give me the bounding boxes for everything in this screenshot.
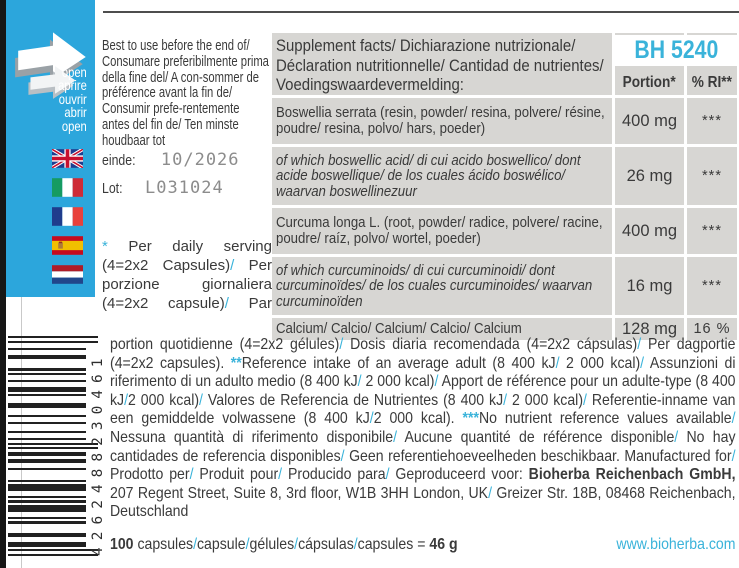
table-row-ri	[687, 257, 737, 315]
serving-note-text: Per daily serving (4=2x2 Capsules)/ Per porzione giornaliera (4=2x2 capsule)/ Par	[102, 238, 273, 312]
table-row-name	[272, 208, 612, 254]
nutrient-name: Curcuma longa L. (root, powder/ radice, polvere/ racine, poudre/ raíz, polvo/ wortel, poeder)	[276, 214, 603, 247]
flag-france-icon	[52, 207, 83, 226]
footnote-marker: *	[102, 238, 108, 255]
table-row-portion	[615, 147, 684, 205]
portion-value: 400 mg	[621, 111, 678, 130]
lot-row	[102, 178, 224, 198]
footnote-text: Reference intake of an average adult (8 400 kJ/ 2 000 kcal)/ Assunzioni di riferimento di un adulto medio (8 400 kJ/ 2 000 kcal)/ Apport de référence pour un adulte-type (8 400 kJ/2 000 kcal)/ Valores de Referencia de Nutrientes (8 400 kJ/ 2 000 kcal)/ Referentie-inname van een gemiddelde volwassene (8 400 kJ/2 000 kcal).	[110, 354, 736, 428]
nutrient-name: Boswellia serrata (resin, powder/ resina, polvere/ résine, poudre/ resina, polvo/ hars, poeder)	[276, 104, 605, 137]
table-row-name	[272, 98, 612, 144]
table-title: Supplement facts/ Dichiarazione nutrizionale/ Déclaration nutritionnelle/ Cantidad de nutrientes/ Voedingswaardevermelding:	[276, 36, 604, 94]
table-row-portion	[615, 208, 684, 254]
ri-value: ***	[702, 223, 722, 239]
best-before-text: Best to use before the end of/ Consumare preferibilmente prima della fine del/ A con-sommer de préférence avant la fin de/ Consumir prefe-rentemente antes del fin de/ Ten minste houdbaar tot	[102, 37, 269, 149]
ri-value: ***	[702, 278, 722, 294]
contents-text	[110, 536, 458, 554]
contents-line	[110, 536, 736, 554]
nutrient-name: of which boswellic acid/ di cui acido boswellico/ dont acide boswellique/ de los cuales ácido boswélico/ waarvan boswellinezuur	[276, 151, 581, 200]
product-code-box	[615, 35, 737, 66]
flag-netherlands-icon	[52, 265, 83, 284]
portion-value: 400 mg	[621, 221, 678, 240]
portion-value: 26 mg	[626, 166, 673, 185]
language-flags	[52, 149, 83, 294]
lot-number-stamp: L031024	[145, 178, 224, 198]
top-edge-line	[103, 11, 739, 13]
barcode-number	[88, 336, 108, 556]
supplement-facts-table	[272, 33, 737, 340]
expiry-date-stamp: 10/2026	[160, 150, 240, 170]
footnote-marker: **	[230, 354, 242, 372]
manufacturer-name: Bioherba Reichenbach GmbH,	[528, 466, 736, 484]
serving-note	[102, 237, 272, 313]
open-flap	[6, 0, 95, 297]
ri-column-header: % RI**	[691, 74, 733, 91]
table-row-name	[272, 257, 612, 315]
table-row-portion	[615, 98, 684, 144]
table-title-cell	[272, 33, 612, 95]
open-words	[58, 66, 87, 133]
open-word: aprire	[58, 77, 87, 94]
table-row-portion	[615, 257, 684, 315]
table-row-ri	[687, 98, 737, 144]
table-row-name	[272, 147, 612, 205]
ri-value: ***	[702, 168, 722, 184]
footnotes-paragraph	[110, 336, 736, 522]
footnote-marker: ***	[462, 410, 479, 428]
product-code: BH 5240	[634, 36, 718, 64]
portion-value: 16 mg	[626, 276, 673, 295]
capsule-units: capsules/capsule/gélules/cápsulas/capsules =	[133, 536, 430, 553]
expiry-row	[102, 150, 240, 170]
flag-uk-icon	[52, 149, 83, 168]
table-row-ri	[687, 208, 737, 254]
ri-value: 16 %	[693, 321, 731, 337]
open-word: open	[62, 64, 87, 80]
footnote-text: portion quotidienne (4=2x2 gélules)/ Dosis diaria recomendada (4=2x2 cápsulas)/ Per dagportie (4=2x2 capsules).	[110, 336, 736, 372]
footnote-text: No nutrient reference values available/ Nessuna quantità di riferimento disponibile/ Aucune quantité de référence disponible/ No hay cantidades de referencia disponibles/ Geen referentiehoeveelheden beschikbaar. Manufactured for/ Prodotto per/ Produit pour/ Producido para/ Geproduceerd voor:	[110, 410, 736, 484]
open-word: ouvrir	[58, 90, 87, 107]
flag-spain-icon	[52, 236, 83, 255]
portion-column-header: Portion*	[622, 74, 677, 91]
portion-value: 128 mg	[621, 319, 678, 338]
open-word: abrir	[64, 104, 87, 121]
barcode-digits: 4262488230461	[90, 351, 106, 556]
nutrient-name: Calcium/ Calcio/ Calcium/ Calcio/ Calcium	[276, 320, 522, 338]
manufacturer-address: 207 Regent Street, Suite 8, 3rd floor, W1B 3HH London, UK/ Greizer Str. 18B, 08468 Reichenbach, Deutschland	[110, 484, 736, 521]
flag-italy-icon	[52, 178, 83, 197]
ri-value: ***	[702, 113, 722, 129]
lot-label: Lot:	[102, 180, 123, 197]
capsule-count: 100	[110, 536, 134, 553]
website-link[interactable]: www.bioherba.com	[616, 536, 736, 553]
nutrient-name: of which curcuminoids/ di cui curcuminoidi/ dont curcuminoïdes/ de los cuales curcuminoides/ waarvan curcuminoïden	[276, 261, 593, 310]
net-weight: 46 g	[429, 536, 458, 553]
open-word: open	[62, 117, 87, 134]
expiry-label: einde:	[102, 152, 136, 169]
table-row-ri	[687, 147, 737, 205]
